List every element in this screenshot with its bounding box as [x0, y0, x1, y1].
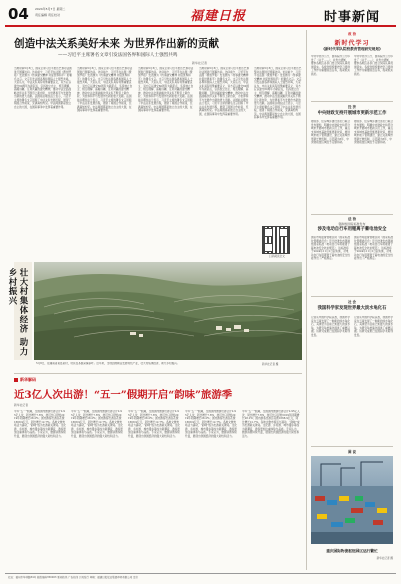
- paper-logo: 福建日报: [190, 9, 247, 24]
- lead-body-col3: 当地时间5月6日，国家主席习近平抵达巴黎对法国进行国事访问。访问前夕，习近平在法国《费加罗报》发表题为《传承建交精神 共促世界和平》的署名文章。文章引发法国各界和国际人士强烈共鸣，大家认为，中法关系具有特殊重要意义，双方应以建交60周年为新起点，弘扬独立自主、相互理解、高瞻远瞩、互利共赢的建交精神，推动中法全面战略伙伴关系不断迈上新台阶，为世界和平与发展作出新的更大贡献。法国前总理拉法兰表示，习近平主席的署名文章回顾了中法关系发展历程，展望了两国合作前景，充满真知灼见。中法两国都是独立自主的大国，在国际事务中发挥着重要作用。: [138, 67, 194, 112]
- feature-body-col1: 今年“五一”假期，全国国内旅游出游合计2.95亿人次，同比增长7.6%，按可比口径较2019年同期增长28.2%；国内游客出游总花费1668.9亿元，同比增长12.7%。各地文旅市场活力涌动，“韵味”成为出游新关键词。文化游、乡村游、城市漫步等成为新潮流，游客更加注重体验与品质。专家认为，旅游消费持续升温，展现出我国经济的强大韧性和活力。: [14, 410, 66, 438]
- lead-body-col5: 当地时间5月6日，国家主席习近平抵达巴黎对法国进行国事访问。访问前夕，习近平在法国《费加罗报》发表题为《传承建交精神 共促世界和平》的署名文章。文章引发法国各界和国际人士强烈共鸣，大家认为，中法关系具有特殊重要意义，双方应以建交60周年为新起点，弘扬独立自主、相互理解、高瞻远瞩、互利共赢的建交精神，推动中法全面战略伙伴关系不断迈上新台阶，为世界和平与发展作出新的更大贡献。法国前总理拉法兰表示，习近平主席的署名文章回顾了中法关系发展历程，展望了两国合作前景，充满真知灼见。中法两国都是独立自主的大国，在国际事务中发挥着重要作用。: [254, 67, 302, 119]
- photo-vertical-title: 壮大村集体经济 助力乡村振兴: [8, 268, 29, 357]
- feature-badge: [14, 377, 36, 383]
- law-body-col2: 国家市场监督管理总局（国家标准化管理委员会）近日批准发布强制性国家标准《电动自行车用锂离子蓄电池安全技术规范》，该标准将于2024年11月1日起实施，对电动自行车用锂离子蓄电池的安全性能作出了严格规定。: [354, 236, 393, 260]
- feature-body-col3: 今年“五一”假期，全国国内旅游出游合计2.95亿人次，同比增长7.6%，按可比口径较2019年同期增长28.2%；国内游客出游总花费1668.9亿元，同比增长12.7%。各地文旅市场活力涌动，“韵味”成为出游新关键词。文化游、乡村游、城市漫步等成为新潮流，游客更加注重体验与品质。专家认为，旅游消费持续升温，展现出我国经济的强大韧性和活力。: [128, 410, 180, 438]
- commentary-body-col2: 中共中央办公厅、国务院办公厅印发了《关于……》，并发出通知，要求各地区各部门结合实际认真贯彻落实。各级党组织要把学习贯彻工作作为重要政治任务，抓紧抓实抓好。: [354, 55, 393, 76]
- section-name: 时事新闻: [324, 10, 381, 25]
- photo-vertical-title-bar: [8, 262, 32, 360]
- badge-dot-icon: [14, 378, 18, 382]
- society-body-col2: 记者从中国科学院获悉，我国科学家在云南发现了一种新的淡水龟化石，其体型为目前已知最大的淡水龟，为研究龟类演化提供了重要证据。该研究成果已在国际学术期刊发表。: [354, 316, 393, 337]
- port-photo: [311, 456, 393, 544]
- feature-byline: 新华社记者: [14, 403, 28, 407]
- economy-title: 中央财政支持开展城市更新示范工作: [317, 111, 387, 116]
- port-photo-caption: 重庆国际物流枢纽园区运行繁忙: [326, 549, 378, 553]
- footer-info: 社址：福州市华林路84号 邮政编码350003 新闻热线 广告热线 订阅发行 印刷：福建日报报业集团印务有限公司 定价: [8, 576, 138, 579]
- lead-subheadline: ——习近平主席署名文章引发法国各界和国际人士强烈共鸣: [58, 53, 178, 58]
- commentary-title: 新时代学习: [334, 40, 370, 47]
- lead-body-col2: 当地时间5月6日，国家主席习近平抵达巴黎对法国进行国事访问。访问前夕，习近平在法国《费加罗报》发表题为《传承建交精神 共促世界和平》的署名文章。文章引发法国各界和国际人士强烈共鸣，大家认为，中法关系具有特殊重要意义，双方应以建交60周年为新起点，弘扬独立自主、相互理解、高瞻远瞩、互利共赢的建交精神，推动中法全面战略伙伴关系不断迈上新台阶，为世界和平与发展作出新的更大贡献。法国前总理拉法兰表示，习近平主席的署名文章回顾了中法关系发展历程，展望了两国合作前景，充满真知灼见。中法两国都是独立自主的大国，在国际事务中发挥着重要作用。: [77, 67, 133, 112]
- society-body-col1: 记者从中国科学院获悉，我国科学家在云南发现了一种新的淡水龟化石，其体型为目前已知最大的淡水龟，为研究龟类演化提供了重要证据。该研究成果已在国际学术期刊发表。: [311, 316, 350, 337]
- feature-badge-label: 新华解码: [20, 377, 36, 382]
- lead-byline: 新华社记者: [192, 61, 208, 65]
- feature-body-col5: 今年“五一”假期，全国国内旅游出游合计2.95亿人次，同比增长7.6%，按可比口径较2019年同期增长28.2%；国内游客出游总花费1668.9亿元，同比增长12.7%。各地文旅市场活力涌动，“韵味”成为出游新关键词。文化游、乡村游、城市漫步等成为新潮流，游客更加注重体验与品质。专家认为，旅游消费持续升温，展现出我国经济的强大韧性和活力。: [242, 410, 300, 438]
- commentary-tag: 政 治: [348, 32, 356, 36]
- port-photo-credit: 新华社记者 摄: [376, 557, 393, 560]
- masthead: [5, 4, 396, 26]
- lead-body-col4: 当地时间5月6日，国家主席习近平抵达巴黎对法国进行国事访问。访问前夕，习近平在法国《费加罗报》发表题为《传承建交精神 共促世界和平》的署名文章。文章引发法国各界和国际人士强烈共鸣，大家认为，中法关系具有特殊重要意义，双方应以建交60周年为新起点，弘扬独立自主、相互理解、高瞻远瞩、互利共赢的建交精神，推动中法全面战略伙伴关系不断迈上新台阶，为世界和平与发展作出新的更大贡献。法国前总理拉法兰表示，习近平主席的署名文章回顾了中法关系发展历程，展望了两国合作前景，充满真知灼见。中法两国都是独立自主的大国，在国际事务中发挥着重要作用。: [199, 67, 249, 116]
- page-number: 04: [8, 5, 29, 23]
- law-tag: 法 治: [348, 217, 356, 221]
- feature-body-col2: 今年“五一”假期，全国国内旅游出游合计2.95亿人次，同比增长7.6%，按可比口径较2019年同期增长28.2%；国内游客出游总花费1668.9亿元，同比增长12.7%。各地文旅市场活力涌动，“韵味”成为出游新关键词。文化游、乡村游、城市漫步等成为新潮流，游客更加注重体验与品质。专家认为，旅游消费持续升温，展现出我国经济的强大韧性和活力。: [71, 410, 123, 438]
- terrace-landscape-image: [34, 262, 302, 360]
- commentary-subtitle: 《新时代军队院校教育管理研究规划》: [321, 47, 383, 51]
- sidebar-divider: [306, 30, 307, 570]
- law-subtitle: 强制性国家标准发布: [338, 222, 366, 226]
- photo-news-tag: 图 说: [348, 450, 356, 454]
- society-tag: 社 会: [348, 300, 356, 304]
- feature-body-col4: 今年“五一”假期，全国国内旅游出游合计2.95亿人次，同比增长7.6%，按可比口径较2019年同期增长28.2%；国内游客出游总花费1668.9亿元，同比增长12.7%。各地文旅市场活力涌动，“韵味”成为出游新关键词。文化游、乡村游、城市漫步等成为新潮流，游客更加注重体验与品质。专家认为，旅游消费持续升温，展现出我国经济的强大韧性和活力。: [185, 410, 237, 438]
- economy-tag: 经 济: [348, 105, 356, 109]
- photo-credit: 新华社记者 摄: [262, 363, 279, 366]
- economy-body-col2: 财政部、住房城乡建设部近日联合发布通知，明确中央财政支持部分城市开展城市更新示范工作，重点支持城市基础设施更新改造，推进城市地下管网建设、建立完善城市更新长效机制，示范期为3年，中央财政按区域给予定额补助。: [354, 120, 393, 144]
- commentary-body-col1: 中共中央办公厅、国务院办公厅印发了《关于……》，并发出通知，要求各地区各部门结合实际认真贯彻落实。各级党组织要把学习贯彻工作作为重要政治任务，抓紧抓实抓好。: [311, 55, 350, 76]
- landscape-photo: [34, 262, 302, 360]
- photo-caption: 5月6日，在湖南省某县某村，村民在茶园采摘茶叶。近年来，当地因地制宜发展特色产业，壮大村集体经济，助力乡村振兴。: [36, 362, 180, 365]
- date-line: 2024年5月7日 星期二: [35, 7, 66, 11]
- header-rule: [5, 25, 396, 27]
- qr-code[interactable]: [262, 226, 290, 254]
- law-body-col1: 国家市场监督管理总局（国家标准化管理委员会）近日批准发布强制性国家标准《电动自行车用锂离子蓄电池安全技术规范》，该标准将于2024年11月1日起实施，对电动自行车用锂离子蓄电池的安全性能作出了严格规定。: [311, 236, 350, 260]
- feature-headline: 近3亿人次出游！“五一”假期开启“韵味”旅游季: [14, 389, 233, 401]
- economy-body-col1: 财政部、住房城乡建设部近日联合发布通知，明确中央财政支持部分城市开展城市更新示范工作，重点支持城市基础设施更新改造，推进城市地下管网建设、建立完善城市更新长效机制，示范期为3年，中央财政按区域给予定额补助。: [311, 120, 350, 144]
- law-title: 涉及电动自行车用锂离子蓄电池安全: [317, 227, 387, 232]
- lead-body-col1: 当地时间5月6日，国家主席习近平抵达巴黎对法国进行国事访问。访问前夕，习近平在法国《费加罗报》发表题为《传承建交精神 共促世界和平》的署名文章。文章引发法国各界和国际人士强烈共鸣，大家认为，中法关系具有特殊重要意义，双方应以建交60周年为新起点，弘扬独立自主、相互理解、高瞻远瞩、互利共赢的建交精神，推动中法全面战略伙伴关系不断迈上新台阶，为世界和平与发展作出新的更大贡献。法国前总理拉法兰表示，习近平主席的署名文章回顾了中法关系发展历程，展望了两国合作前景，充满真知灼见。中法两国都是独立自主的大国，在国际事务中发挥着重要作用。: [14, 67, 72, 109]
- container-port-image: [311, 456, 393, 544]
- editor-line: 责任编辑 责任校对: [35, 13, 60, 17]
- lead-headline: 创造中法关系美好未来 为世界作出新的贡献: [14, 38, 219, 50]
- divider: [14, 373, 302, 374]
- qr-caption: 扫码阅读全文: [269, 255, 285, 258]
- society-title: 我国科学家发现世界最大淡水龟化石: [317, 306, 387, 311]
